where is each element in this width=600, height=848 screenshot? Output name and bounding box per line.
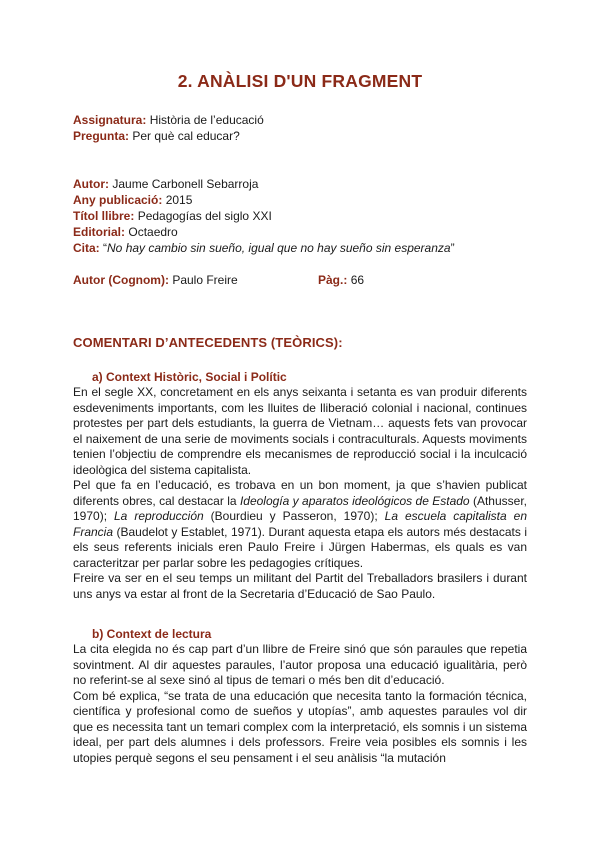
paragraph-b1: La cita elegida no és cap part d’un llibre de Freire sinó que són paraules que repetia sovintment. Al dir aquestes paraules, l’autor proposa una educació igualitària, però no referint-se al sexe sinó al tipus de temari o més ben dit d’educació. bbox=[73, 642, 527, 687]
autor-cognom-label: Autor (Cognom): bbox=[73, 273, 169, 287]
assignatura-line bbox=[73, 112, 264, 128]
pregunta-line bbox=[73, 128, 240, 144]
editorial-line bbox=[73, 224, 178, 240]
paragraph-a2-text-2: (Athusser, 1970); bbox=[73, 493, 528, 523]
editorial-value: Octaedro bbox=[128, 225, 178, 239]
book-title-reproduccion: La reproducción bbox=[114, 509, 204, 523]
pag-value: 66 bbox=[350, 273, 365, 287]
any-line bbox=[73, 192, 192, 208]
pag-line bbox=[318, 272, 364, 288]
paragraph-a2-text-1: Pel que fa en l’educació, es trobava en un bon moment, ja que s’havien publicat diferents obres, cal destacar la bbox=[73, 478, 527, 508]
titol-value: Pedagogías del siglo XXI bbox=[137, 209, 272, 223]
any-label: Any publicació: bbox=[73, 193, 163, 207]
autor-label: Autor: bbox=[73, 177, 109, 191]
subheading-b: b) Context de lectura bbox=[92, 627, 212, 641]
autor-line bbox=[73, 176, 258, 192]
cita-text: No hay cambio sin sueño, igual que no hay sueño sin esperanza bbox=[107, 241, 451, 255]
any-value: 2015 bbox=[165, 193, 193, 207]
titol-label: Títol llibre: bbox=[73, 209, 135, 223]
paragraph-b2: Com bé explica, “se trata de una educación que necesita tanto la formación técnica, científica y profesional como de sueños y utopías”, amb aquestes paraules vol dir que es necessita tant un temari complex com la interpretació, els somnis i un sistema ideal, per part dels alumnes i dels professors. Freire veia posibles els somnis i les utopies perquè segons el seu pensament i el seu anàlisis “la mutación bbox=[73, 688, 527, 765]
pregunta-value: Per què cal educar? bbox=[132, 129, 240, 143]
paragraph-a2-text-4: (Baudelot y Establet, 1971). Durant aquesta etapa els autors més destacats i els seus referents inicials eren Paulo Freire i Jürgen Habermas, els quals es van caracteritzar per parlar sobre les pedagogies crítiques. bbox=[73, 524, 527, 570]
titol-line bbox=[73, 208, 272, 224]
autor-value: Jaume Carbonell Sebarroja bbox=[112, 177, 259, 191]
paragraph-a3: Freire va ser en el seu temps un militant del Partit del Treballadors brasilers i durant uns anys va estar al front de la Secretaria d’Educació de Sao Paulo. bbox=[73, 571, 527, 601]
paragraph-a1: En el segle XX, concretament en els anys seixanta i setanta es van produir diferents esdeveniments importants, com les lluites de lliberació colonial i nacional, continues protestes per part dels estudiants, la guerra de Vietnam… aquests fets van provocar el naixement de una serie de moviments socials i contraculturals. Aquests moviments tenien l’objectiu de comprendre els mecanismes de reproducció social i la inculcació ideològica del sistema capitalista. bbox=[73, 385, 527, 477]
page-title: 2. ANÀLISI D'UN FRAGMENT bbox=[177, 71, 423, 91]
editorial-label: Editorial: bbox=[73, 225, 126, 239]
cita-open-quote: “ bbox=[103, 241, 108, 255]
section-a-body bbox=[73, 385, 527, 602]
subheading-a: a) Context Històric, Social i Polític bbox=[92, 370, 287, 384]
assignatura-value: Història de l’educació bbox=[149, 113, 264, 127]
cita-label: Cita: bbox=[73, 241, 100, 255]
paragraph-a2 bbox=[73, 478, 527, 571]
autor-cognom-line bbox=[73, 272, 238, 288]
cita-line bbox=[73, 240, 455, 256]
assignatura-label: Assignatura: bbox=[73, 113, 147, 127]
pregunta-label: Pregunta: bbox=[73, 129, 130, 143]
paragraph-a2-text-3: (Bourdieu y Passeron, 1970); bbox=[203, 509, 385, 523]
section-heading: COMENTARI D’ANTECEDENTS (TEÒRICS): bbox=[73, 335, 343, 350]
autor-cognom-value: Paulo Freire bbox=[172, 273, 238, 287]
book-title-escuela: La escuela capitalista en Francia bbox=[73, 509, 527, 539]
pag-label: Pàg.: bbox=[318, 273, 348, 287]
book-title-ideologia: Ideología y aparatos ideológicos de Estado bbox=[239, 493, 470, 508]
section-b-body bbox=[73, 642, 527, 766]
cita-close-quote: ” bbox=[450, 241, 455, 255]
